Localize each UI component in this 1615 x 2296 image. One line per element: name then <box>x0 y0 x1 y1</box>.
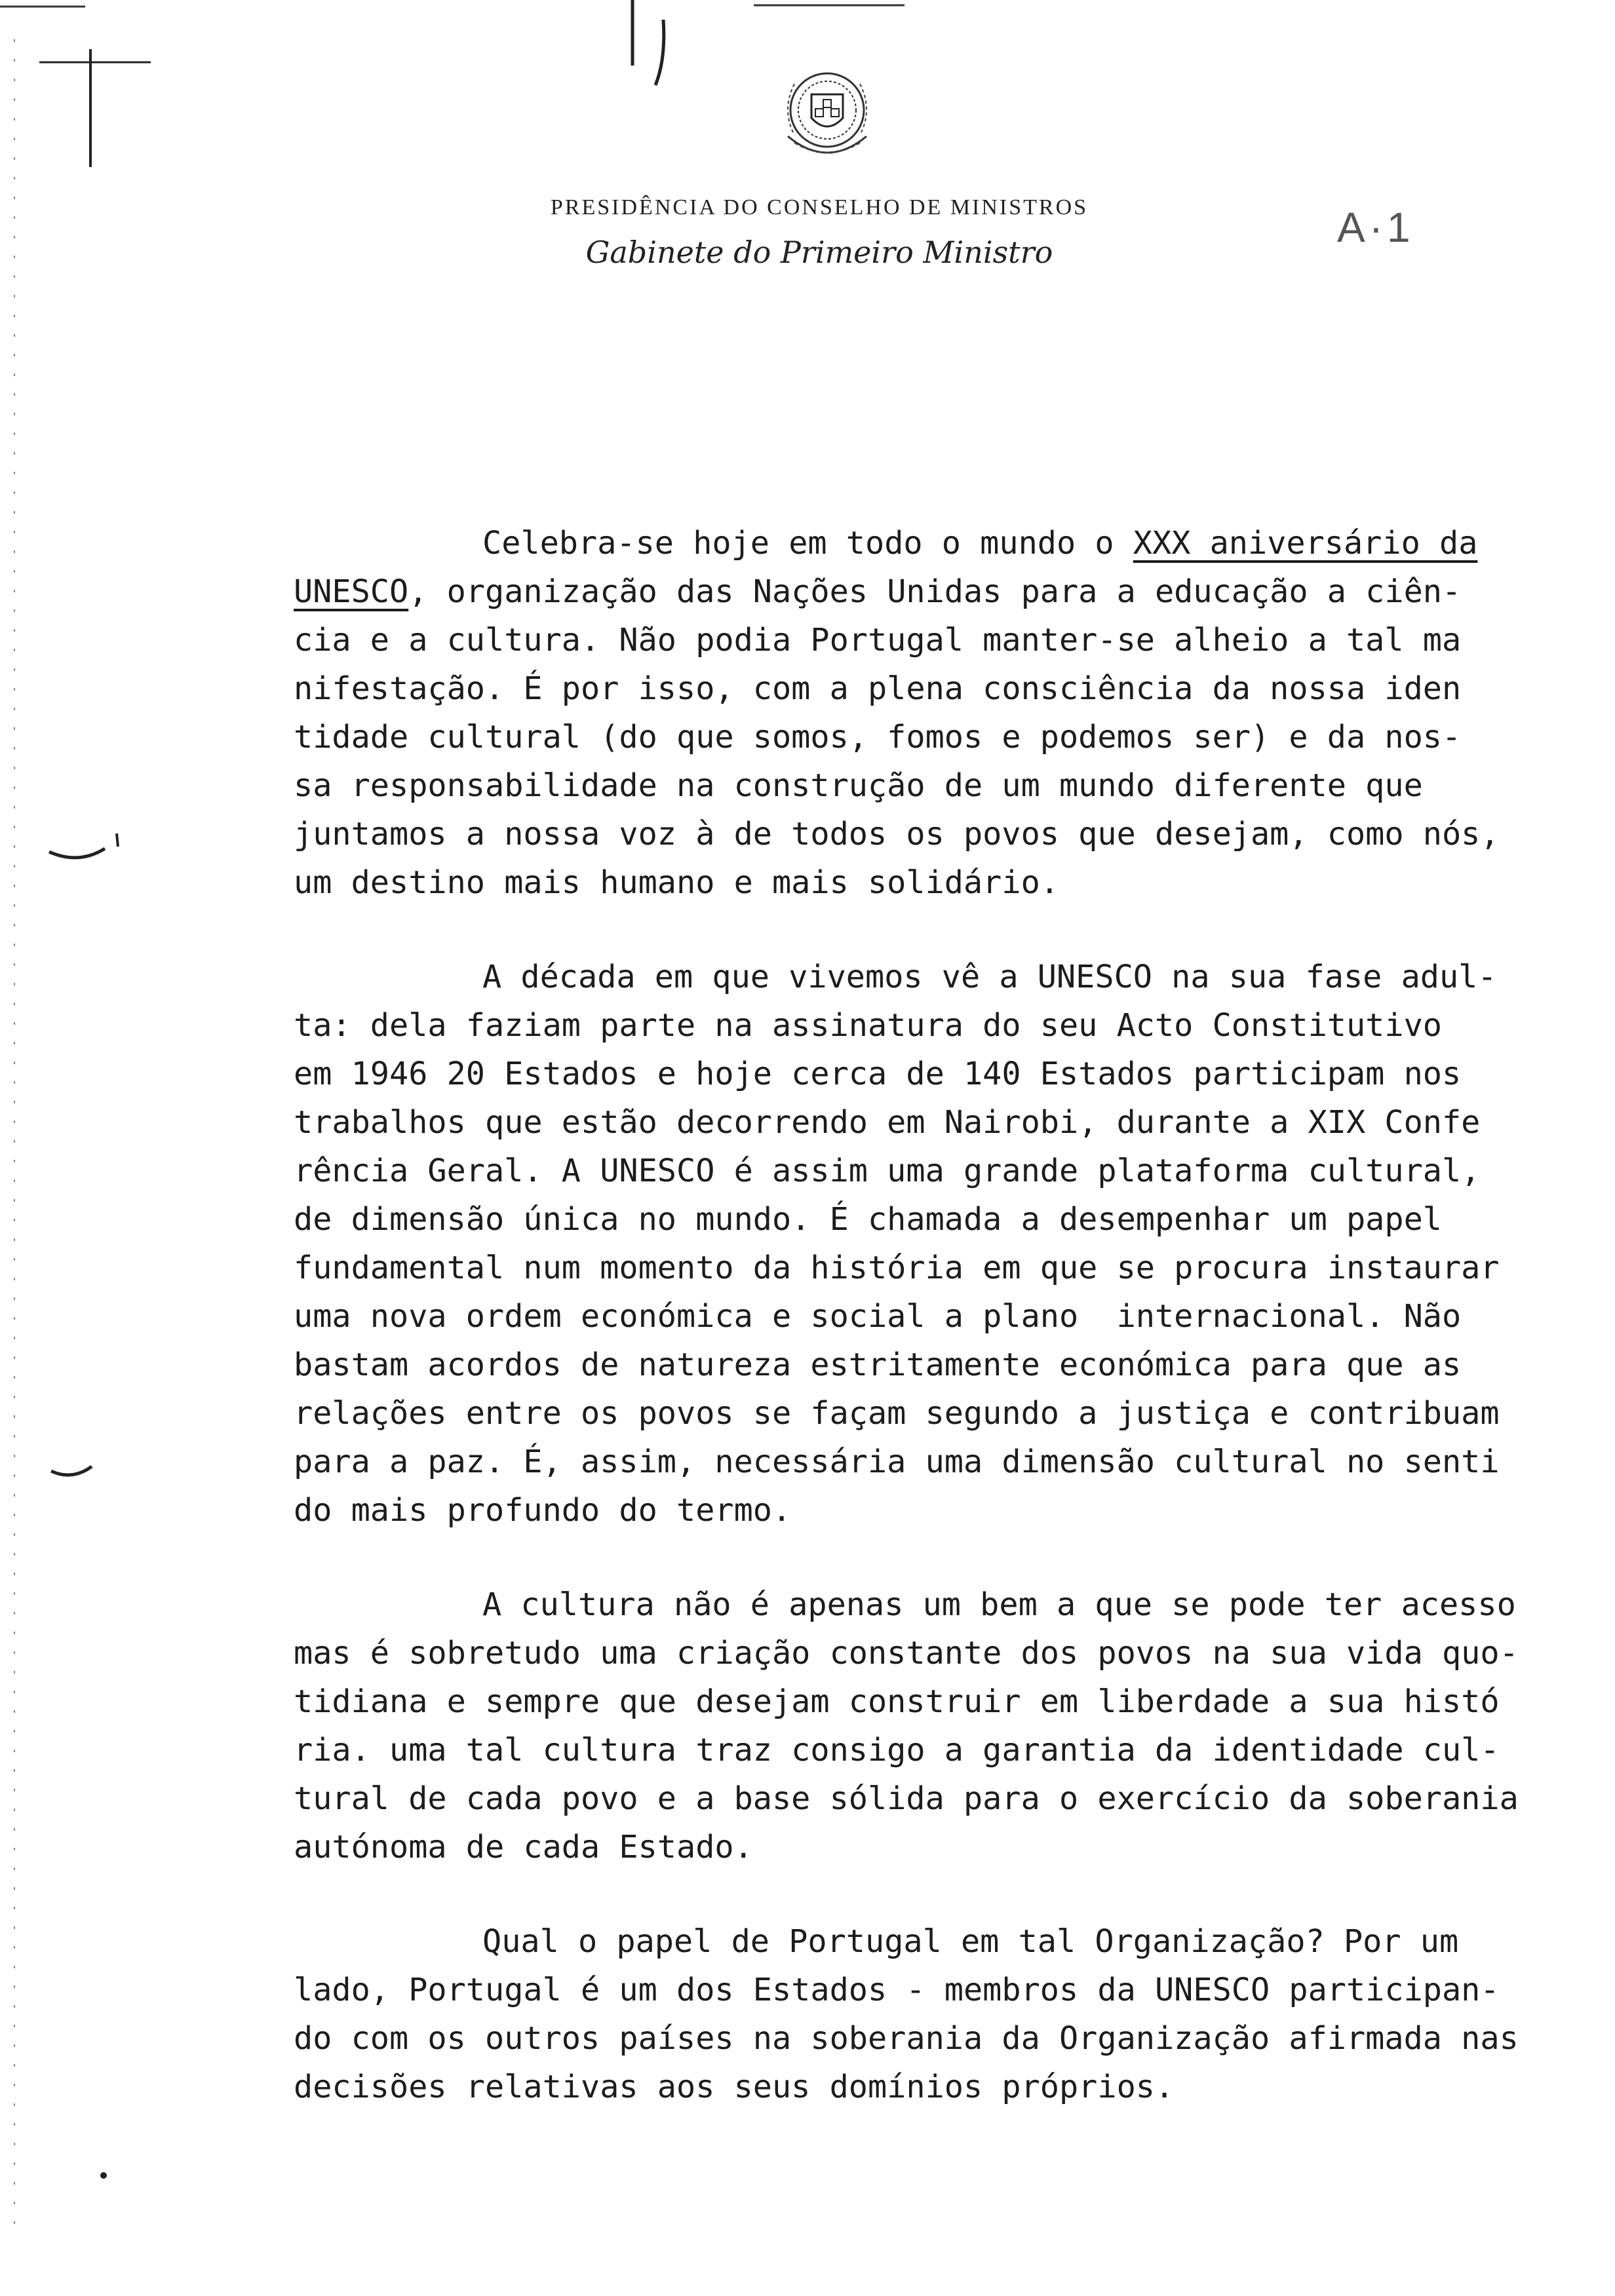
text-line <box>294 1629 1578 1677</box>
text-line <box>294 713 1578 761</box>
text-segment: relações entre os povos se façam segundo a justiça e contribuam <box>294 1395 1500 1432</box>
text-segment: um destino mais humano e mais solidário. <box>294 864 1059 901</box>
text-line <box>294 1774 1578 1823</box>
text-line <box>294 1917 1578 1966</box>
text-line <box>294 858 1578 907</box>
text-segment: autónoma de cada Estado. <box>294 1829 753 1866</box>
organization-name: PRESIDÊNCIA DO CONSELHO DE MINISTROS <box>550 195 1089 220</box>
text-line <box>294 2063 1578 2111</box>
text-line <box>294 1726 1578 1774</box>
paragraph <box>294 1580 1578 1871</box>
text-line <box>294 1438 1578 1486</box>
text-segment: em 1946 20 Estados e hoje cerca de 140 Estados participam nos <box>294 1056 1462 1092</box>
coat-of-arms-seal <box>768 58 886 176</box>
paragraph <box>294 953 1578 1535</box>
text-segment: tidade cultural (do que somos, fomos e podemos ser) e da nos- <box>294 719 1462 756</box>
text-line <box>294 953 1578 1001</box>
text-segment: Celebra-se hoje em todo o mundo o <box>482 525 1133 562</box>
letterhead <box>498 195 1140 270</box>
text-line <box>294 761 1578 810</box>
text-line <box>294 1341 1578 1389</box>
text-line <box>294 1050 1578 1098</box>
office-name: Gabinete do Primeiro Ministro <box>585 235 1053 270</box>
text-line <box>294 1147 1578 1195</box>
paragraph <box>294 519 1578 907</box>
text-line <box>294 1098 1578 1147</box>
text-segment: ta: dela faziam parte na assinatura do seu Acto Constitutivo <box>294 1007 1442 1044</box>
text-line <box>294 1244 1578 1292</box>
text-line <box>294 1195 1578 1244</box>
paragraph <box>294 1917 1578 2111</box>
document-body <box>294 519 1578 2157</box>
text-line <box>294 1486 1578 1535</box>
text-line <box>294 1389 1578 1438</box>
text-segment: cia e a cultura. Não podia Portugal manter-se alheio a tal ma <box>294 622 1462 659</box>
text-segment: tidiana e sempre que desejam construir em liberdade a sua histó <box>294 1683 1500 1720</box>
text-line <box>294 664 1578 713</box>
text-segment: lado, Portugal é um dos Estados - membros da UNESCO participan- <box>294 1972 1500 2008</box>
text-line <box>294 1966 1578 2014</box>
text-segment: para a paz. É, assim, necessária uma dimensão cultural no senti <box>294 1444 1500 1480</box>
text-segment: , organização das Nações Unidas para a educação a ciên- <box>408 573 1462 610</box>
reference-mark: A·1 <box>1337 204 1414 251</box>
text-segment: uma nova ordem económica e social a plano internacional. Não <box>294 1298 1462 1335</box>
text-segment: fundamental num momento da história em que se procura instaurar <box>294 1250 1500 1286</box>
text-segment: decisões relativas aos seus domínios próprios. <box>294 2069 1175 2105</box>
text-segment: nifestação. É por isso, com a plena consciência da nossa iden <box>294 670 1462 707</box>
text-segment: A cultura não é apenas um bem a que se pode ter acesso <box>482 1586 1516 1623</box>
text-segment: mas é sobretudo uma criação constante dos povos na sua vida quo- <box>294 1635 1519 1672</box>
text-segment: A década em que vivemos vê a UNESCO na sua fase adul- <box>482 959 1497 995</box>
text-segment: trabalhos que estão decorrendo em Nairobi, durante a XIX Confe <box>294 1104 1481 1141</box>
text-segment: tural de cada povo e a base sólida para o exercício da soberania <box>294 1780 1519 1817</box>
text-segment: Qual o papel de Portugal em tal Organização? Por um <box>482 1923 1459 1960</box>
text-line <box>294 1292 1578 1341</box>
text-line <box>294 1677 1578 1726</box>
text-line <box>294 1580 1578 1629</box>
text-segment: bastam acordos de natureza estritamente económica para que as <box>294 1347 1462 1383</box>
text-line <box>294 1001 1578 1050</box>
text-segment: juntamos a nossa voz à de todos os povos que desejam, como nós, <box>294 816 1500 852</box>
text-line <box>294 810 1578 858</box>
text-line <box>294 567 1578 616</box>
text-line <box>294 2014 1578 2063</box>
text-line <box>294 616 1578 664</box>
underlined-text: UNESCO <box>294 573 409 610</box>
text-segment: sa responsabilidade na construção de um mundo diferente que <box>294 767 1423 804</box>
text-segment: do com os outros países na soberania da Organização afirmada nas <box>294 2020 1519 2057</box>
text-segment: de dimensão única no mundo. É chamada a desempenhar um papel <box>294 1201 1442 1238</box>
text-segment: do mais profundo do termo. <box>294 1492 792 1529</box>
underlined-text: XXX aniversário da <box>1133 525 1478 562</box>
text-segment: ria. uma tal cultura traz consigo a garantia da identidade cul- <box>294 1732 1500 1769</box>
text-segment: rência Geral. A UNESCO é assim uma grande plataforma cultural, <box>294 1153 1481 1189</box>
text-line <box>294 519 1578 567</box>
text-line <box>294 1823 1578 1871</box>
